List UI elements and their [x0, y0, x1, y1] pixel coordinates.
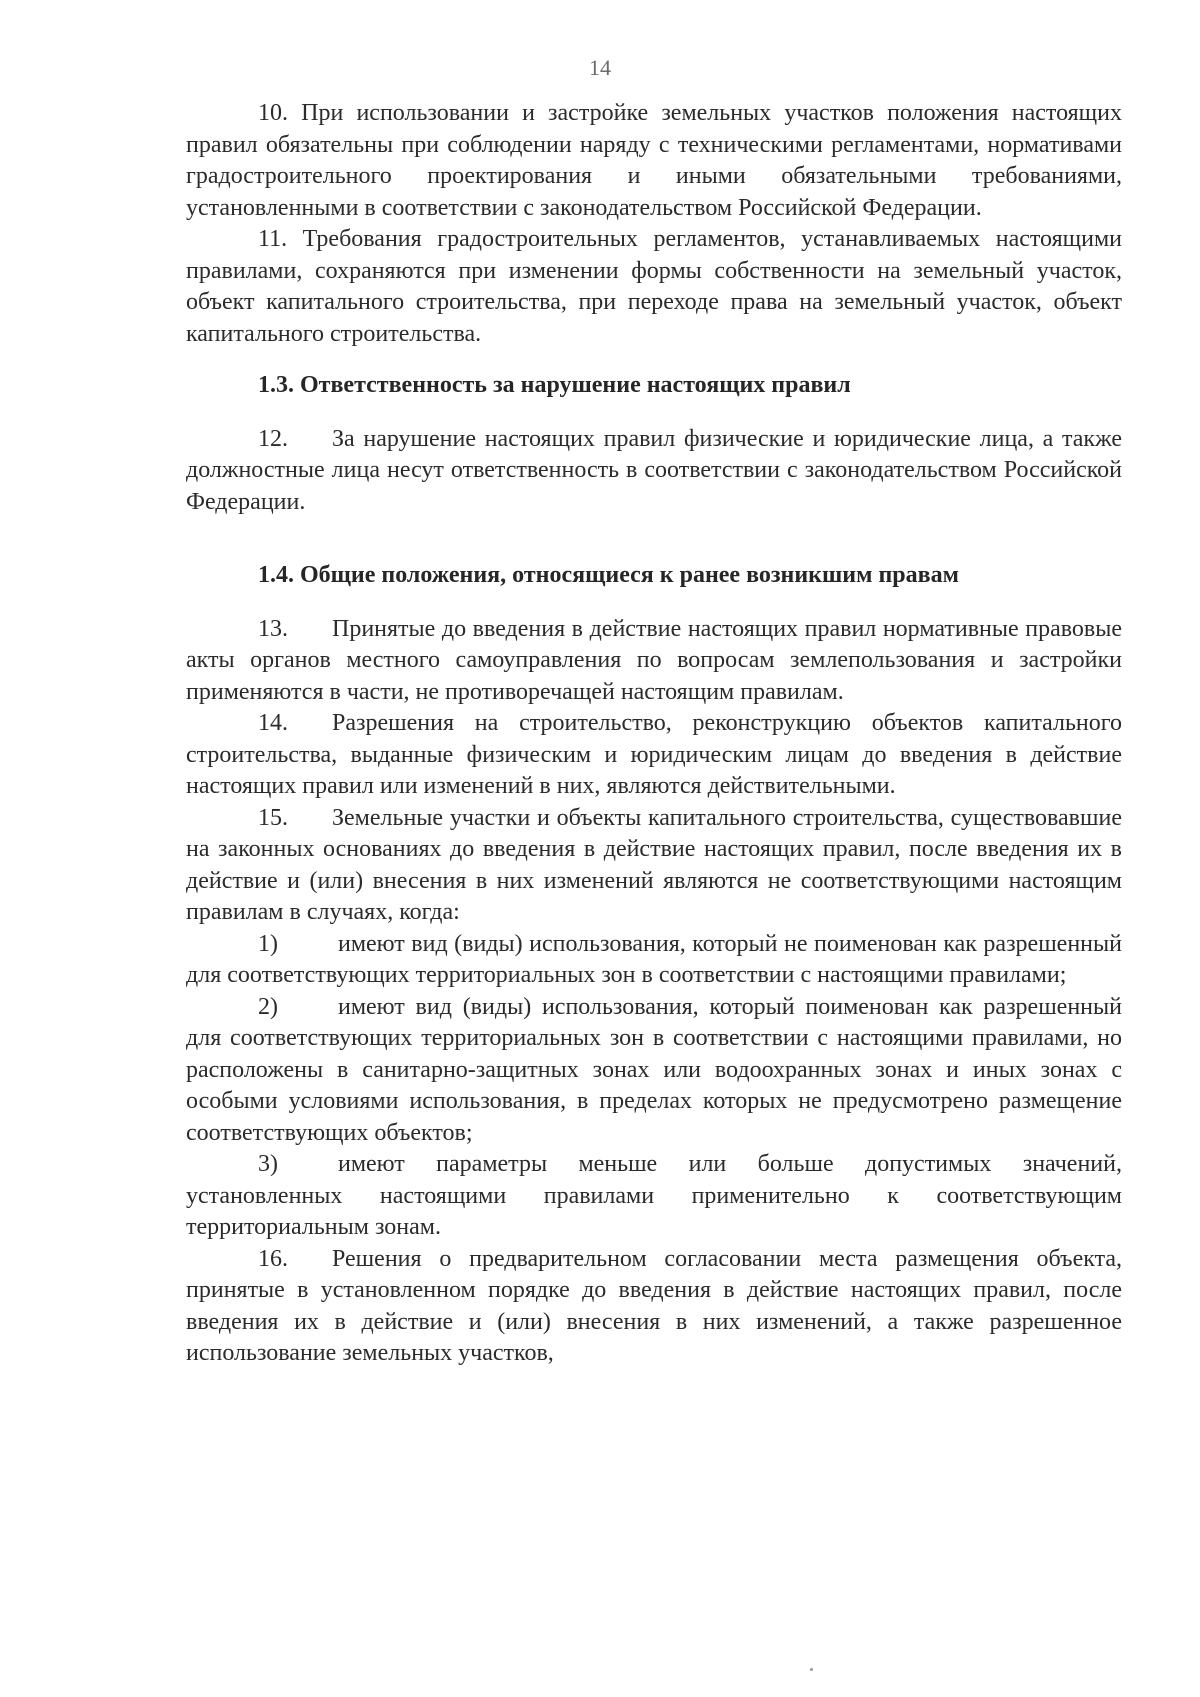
paragraph-16 — [186, 1244, 1122, 1370]
list-item-text: имеют вид (виды) использования, который поименован как разрешенный для соответствующих территориальных зон в соответствии с настоящими правилами, но расположены в санитарно-защитных зонах или водоохранных зонах и иных зонах с особыми условиями использования, в пределах которых не предусмотрено размещение соответствующих объектов; — [186, 993, 1122, 1146]
list-item-text: имеют вид (виды) использования, который не поименован как разрешенный для соответствующих территориальных зон в соответствии с настоящими правилами; — [186, 930, 1122, 988]
paragraph-number: 15. — [258, 804, 288, 831]
list-item-3 — [186, 1149, 1122, 1244]
section-heading-1-3: 1.3. Ответственность за нарушение настоящих правил — [258, 372, 851, 398]
paragraph-13 — [186, 614, 1122, 709]
paragraph-number: 12. — [258, 425, 288, 452]
paragraph-number: 14. — [258, 710, 288, 736]
page-number: 14 — [589, 55, 611, 80]
paragraph-10: 10. При использовании и застройке земельных участков положения настоящих правил обязательны при соблюдении наряду с техническими регламентами, нормативами градостроительного проектирования и иными обязательными требованиями, установленными в соответствии с законодательством Российской Федерации. — [186, 100, 1122, 221]
page-body — [186, 98, 1122, 1370]
paragraph-12 — [186, 424, 1122, 519]
paragraph-text: За нарушение настоящих правил физические и юридические лица, а также должностные лица несут ответственность в соответствии с законодательством Российской Федерации. — [186, 425, 1122, 515]
paragraph-text: Земельные участки и объекты капитального строительства, существовавшие на законных основаниях до введения в действие настоящих правил, после введения их в действие и (или) внесения в них изменений являются не соответствующими настоящим правилам в случаях, когда: — [186, 804, 1122, 925]
list-item-number: 2) — [258, 993, 278, 1020]
list-item-1 — [186, 929, 1122, 992]
paragraph-text: Решения о предварительном согласовании места размещения объекта, принятые в установленном порядке до введения в действие настоящих правил, после введения их в действие и (или) внесения в них изменений, а также разрешенное использование земельных участков, — [186, 1245, 1122, 1366]
paragraph-11: 11. Требования градостроительных регламентов, устанавливаемых настоящими правилами, сохраняются при изменении формы собственности на земельный участок, объект капитального строительства, при переходе права на земельный участок, объект капитального строительства. — [186, 226, 1122, 347]
section-heading-1-4: 1.4. Общие положения, относящиеся к ранее возникшим правам — [258, 562, 959, 588]
paragraph-text: Разрешения на строительство, реконструкцию объектов капитального строительства, выданные физическим и юридическим лицам до введения в действие настоящих правил или изменений в них, являются действительными. — [186, 710, 1122, 799]
list-item-text: имеют параметры меньше или больше допустимых значений, установленных настоящими правилами применительно к соответствующим территориальным зонам. — [186, 1151, 1122, 1240]
scan-artifact — [810, 1668, 813, 1671]
paragraph-14 — [186, 708, 1122, 803]
list-item-2 — [186, 992, 1122, 1150]
paragraph-number: 16. — [258, 1245, 288, 1272]
paragraph-number: 13. — [258, 615, 288, 642]
list-item-number: 1) — [258, 930, 278, 957]
paragraph-15 — [186, 803, 1122, 929]
paragraph-text: Принятые до введения в действие настоящих правил нормативные правовые акты органов местного самоуправления по вопросам землепользования и застройки применяются в части, не противоречащей настоящим правилам. — [186, 615, 1122, 705]
list-item-number: 3) — [258, 1151, 278, 1177]
